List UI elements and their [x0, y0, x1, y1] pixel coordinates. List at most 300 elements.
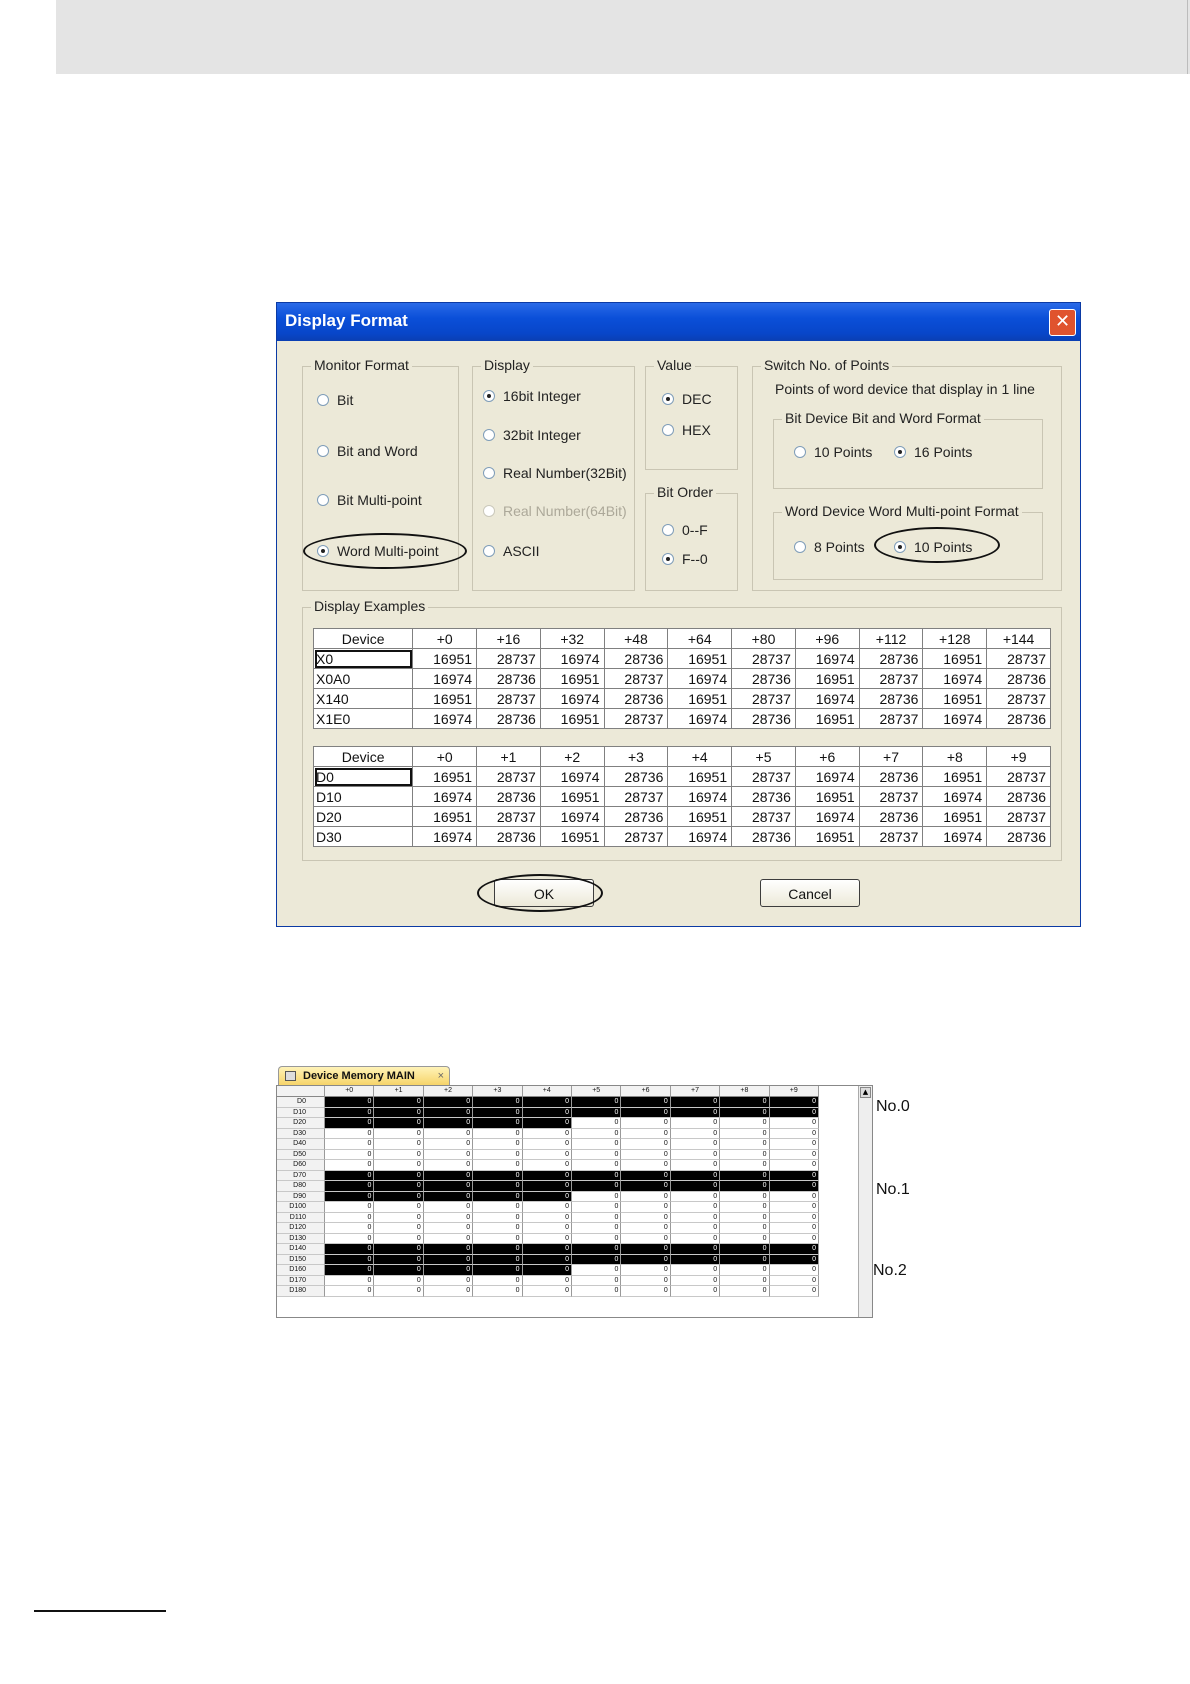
grid-cell[interactable]: 0 — [770, 1160, 819, 1171]
grid-cell[interactable]: 0 — [720, 1286, 769, 1297]
grid-cell[interactable]: 0 — [720, 1192, 769, 1203]
value-cell: 16951 — [540, 827, 604, 847]
grid-cell[interactable]: 0 — [621, 1265, 670, 1276]
grid-cell[interactable]: 0 — [572, 1192, 621, 1203]
grid-cell[interactable]: 0 — [671, 1265, 720, 1276]
value-cell: 16951 — [668, 767, 732, 787]
grid-cell[interactable]: 0 — [621, 1244, 670, 1255]
radio-dec[interactable] — [662, 391, 712, 407]
value-cell: 16974 — [540, 689, 604, 709]
grid-cell[interactable]: 0 — [621, 1202, 670, 1213]
grid-cell[interactable]: 0 — [770, 1097, 819, 1108]
grid-cell[interactable]: 0 — [523, 1244, 572, 1255]
value-cell: 16951 — [923, 649, 987, 669]
grid-cell[interactable]: 0 — [424, 1223, 473, 1234]
radio-32bit-integer[interactable] — [483, 427, 581, 443]
grid-cell[interactable]: 0 — [424, 1150, 473, 1161]
grid-cell[interactable]: 0 — [424, 1255, 473, 1266]
value-cell: 28737 — [732, 649, 796, 669]
column-header: +6 — [795, 747, 859, 767]
grid-cell[interactable]: 0 — [473, 1171, 522, 1182]
value-cell: 16974 — [413, 827, 477, 847]
grid-cell[interactable]: 0 — [473, 1286, 522, 1297]
word-example-table — [313, 746, 1051, 847]
value-cell: 28737 — [987, 807, 1051, 827]
grid-cell[interactable]: 0 — [424, 1244, 473, 1255]
value-cell: 16974 — [540, 807, 604, 827]
value-cell: 16974 — [668, 669, 732, 689]
grid-cell[interactable]: 0 — [572, 1223, 621, 1234]
grid-cell[interactable]: 0 — [523, 1276, 572, 1287]
grid-cell[interactable]: 0 — [671, 1097, 720, 1108]
grid-cell[interactable]: 0 — [770, 1129, 819, 1140]
grid-cell[interactable]: 0 — [572, 1202, 621, 1213]
grid-cell[interactable]: 0 — [621, 1276, 670, 1287]
column-header: +64 — [668, 629, 732, 649]
grid-row-label: D20 — [277, 1118, 325, 1129]
grid-cell[interactable]: 0 — [424, 1097, 473, 1108]
grid-cell[interactable]: 0 — [473, 1129, 522, 1140]
monitor-format-label: Monitor Format — [311, 357, 412, 373]
grid-cell[interactable]: 0 — [424, 1286, 473, 1297]
grid-cell[interactable]: 0 — [523, 1139, 572, 1150]
radio-circle — [894, 541, 906, 553]
radio-bit-16-points[interactable] — [894, 444, 972, 460]
display-examples-group — [302, 598, 1062, 861]
value-cell: 28736 — [732, 787, 796, 807]
grid-cell[interactable]: 0 — [720, 1244, 769, 1255]
grid-cell[interactable]: 0 — [720, 1223, 769, 1234]
table-row — [314, 787, 1051, 807]
grid-cell[interactable]: 0 — [473, 1097, 522, 1108]
grid-cell[interactable]: 0 — [770, 1171, 819, 1182]
grid-cell[interactable]: 0 — [424, 1160, 473, 1171]
grid-cell[interactable]: 0 — [523, 1160, 572, 1171]
grid-cell[interactable]: 0 — [325, 1234, 374, 1245]
grid-cell[interactable]: 0 — [325, 1255, 374, 1266]
grid-cell[interactable]: 0 — [424, 1202, 473, 1213]
radio-word-multi-point[interactable] — [317, 543, 439, 559]
value-cell: 16974 — [413, 669, 477, 689]
value-cell: 28736 — [477, 709, 541, 729]
grid-cell[interactable]: 0 — [424, 1118, 473, 1129]
grid-cell[interactable]: 0 — [374, 1150, 423, 1161]
grid-cell[interactable]: 0 — [621, 1118, 670, 1129]
bit-example-table — [313, 628, 1051, 729]
grid-cell[interactable]: 0 — [374, 1118, 423, 1129]
grid-cell[interactable]: 0 — [325, 1150, 374, 1161]
grid-cell[interactable]: 0 — [374, 1213, 423, 1224]
grid-cell[interactable]: 0 — [473, 1160, 522, 1171]
grid-cell[interactable]: 0 — [621, 1234, 670, 1245]
table-row — [314, 827, 1051, 847]
grid-cell[interactable]: 0 — [720, 1265, 769, 1276]
table-row — [314, 669, 1051, 689]
value-cell: 16951 — [795, 827, 859, 847]
grid-cell[interactable]: 0 — [424, 1181, 473, 1192]
display-examples-label: Display Examples — [311, 598, 428, 614]
grid-cell[interactable]: 0 — [671, 1244, 720, 1255]
grid-cell[interactable]: 0 — [374, 1276, 423, 1287]
grid-cell[interactable]: 0 — [424, 1129, 473, 1140]
grid-cell[interactable]: 0 — [473, 1244, 522, 1255]
grid-cell[interactable]: 0 — [523, 1097, 572, 1108]
grid-cell[interactable]: 0 — [720, 1171, 769, 1182]
grid-row-label: D40 — [277, 1139, 325, 1150]
grid-cell[interactable]: 0 — [621, 1286, 670, 1297]
radio-bit-multi-point[interactable] — [317, 492, 422, 508]
grid-cell[interactable]: 0 — [473, 1181, 522, 1192]
grid-cell[interactable]: 0 — [374, 1255, 423, 1266]
table-row — [314, 767, 1051, 787]
grid-row-label: D80 — [277, 1181, 325, 1192]
bit-order-group — [645, 484, 738, 591]
value-cell: 28737 — [477, 649, 541, 669]
value-cell: 16974 — [668, 709, 732, 729]
radio-real-number-32bit[interactable] — [483, 465, 627, 481]
grid-cell[interactable]: 0 — [720, 1118, 769, 1129]
column-header: +1 — [477, 747, 541, 767]
grid-cell[interactable]: 0 — [770, 1234, 819, 1245]
value-cell: 16951 — [413, 649, 477, 669]
grid-cell[interactable]: 0 — [572, 1265, 621, 1276]
grid-cell[interactable]: 0 — [621, 1139, 670, 1150]
grid-cell[interactable]: 0 — [523, 1213, 572, 1224]
grid-cell[interactable]: 0 — [572, 1097, 621, 1108]
grid-cell[interactable]: 0 — [770, 1181, 819, 1192]
grid-row-label: D30 — [277, 1129, 325, 1140]
grid-cell[interactable]: 0 — [572, 1171, 621, 1182]
grid-cell[interactable]: 0 — [325, 1171, 374, 1182]
grid-cell[interactable]: 0 — [671, 1223, 720, 1234]
grid-cell[interactable]: 0 — [621, 1223, 670, 1234]
column-header: Device — [314, 629, 413, 649]
grid-cell[interactable]: 0 — [572, 1286, 621, 1297]
grid-cell[interactable]: 0 — [621, 1129, 670, 1140]
value-cell: 16951 — [795, 669, 859, 689]
scroll-up-icon[interactable]: ▲ — [860, 1087, 871, 1098]
grid-cell[interactable]: 0 — [325, 1097, 374, 1108]
radio-circle — [662, 393, 674, 405]
grid-cell[interactable]: 0 — [374, 1202, 423, 1213]
grid-cell[interactable]: 0 — [325, 1265, 374, 1276]
grid-cell[interactable]: 0 — [374, 1265, 423, 1276]
grid-cell[interactable]: 0 — [523, 1202, 572, 1213]
grid-cell[interactable]: 0 — [621, 1213, 670, 1224]
device-cell: D10 — [314, 787, 413, 807]
grid-cell[interactable]: 0 — [374, 1181, 423, 1192]
value-cell: 16951 — [540, 709, 604, 729]
grid-cell[interactable]: 0 — [374, 1192, 423, 1203]
grid-cell[interactable]: 0 — [523, 1108, 572, 1119]
grid-cell[interactable]: 0 — [770, 1265, 819, 1276]
grid-cell[interactable]: 0 — [572, 1181, 621, 1192]
grid-cell[interactable]: 0 — [374, 1129, 423, 1140]
grid-cell[interactable]: 0 — [671, 1118, 720, 1129]
ok-button[interactable]: OK — [494, 879, 594, 907]
grid-cell[interactable]: 0 — [621, 1108, 670, 1119]
grid-cell[interactable]: 0 — [572, 1234, 621, 1245]
grid-cell[interactable]: 0 — [572, 1108, 621, 1119]
grid-cell[interactable]: 0 — [374, 1097, 423, 1108]
grid-cell[interactable]: 0 — [473, 1234, 522, 1245]
grid-cell[interactable]: 0 — [671, 1276, 720, 1287]
radio-label: 10 Points — [914, 539, 973, 555]
radio-hex[interactable] — [662, 422, 711, 438]
display-group — [472, 357, 635, 591]
grid-row-label: D150 — [277, 1255, 325, 1266]
grid-cell[interactable]: 0 — [770, 1223, 819, 1234]
grid-cell[interactable]: 0 — [720, 1150, 769, 1161]
value-cell: 16974 — [413, 787, 477, 807]
value-cell: 28737 — [859, 709, 923, 729]
grid-cell[interactable]: 0 — [424, 1108, 473, 1119]
grid-cell[interactable]: 0 — [720, 1160, 769, 1171]
grid-row-label: D50 — [277, 1150, 325, 1161]
grid-cell[interactable]: 0 — [720, 1129, 769, 1140]
table-row — [314, 807, 1051, 827]
grid-cell[interactable]: 0 — [770, 1276, 819, 1287]
grid-cell[interactable]: 0 — [325, 1139, 374, 1150]
radio-f-to-0[interactable] — [662, 551, 708, 567]
grid-cell[interactable]: 0 — [473, 1265, 522, 1276]
grid-cell[interactable]: 0 — [770, 1213, 819, 1224]
grid-cell[interactable]: 0 — [325, 1276, 374, 1287]
grid-cell[interactable]: 0 — [720, 1276, 769, 1287]
grid-cell[interactable]: 0 — [374, 1139, 423, 1150]
grid-cell[interactable]: 0 — [424, 1276, 473, 1287]
grid-cell[interactable]: 0 — [374, 1108, 423, 1119]
radio-circle — [483, 429, 495, 441]
grid-cell[interactable]: 0 — [572, 1213, 621, 1224]
grid-cell[interactable]: 0 — [325, 1202, 374, 1213]
value-cell: 16974 — [540, 649, 604, 669]
value-cell: 28737 — [987, 689, 1051, 709]
grid-cell[interactable]: 0 — [621, 1150, 670, 1161]
table-row — [314, 689, 1051, 709]
vertical-scrollbar[interactable] — [858, 1086, 872, 1317]
column-header: +5 — [732, 747, 796, 767]
grid-cell[interactable]: 0 — [572, 1276, 621, 1287]
grid-cell[interactable]: 0 — [473, 1108, 522, 1119]
grid-cell[interactable]: 0 — [523, 1255, 572, 1266]
grid-cell[interactable]: 0 — [671, 1160, 720, 1171]
device-cell: X0A0 — [314, 669, 413, 689]
grid-cell[interactable]: 0 — [671, 1129, 720, 1140]
column-header: +0 — [413, 747, 477, 767]
value-cell: 16951 — [795, 709, 859, 729]
grid-row-label: D180 — [277, 1286, 325, 1297]
grid-cell[interactable]: 0 — [424, 1171, 473, 1182]
grid-cell[interactable]: 0 — [424, 1265, 473, 1276]
display-label: Display — [481, 357, 533, 373]
grid-cell[interactable]: 0 — [770, 1118, 819, 1129]
radio-circle — [894, 446, 906, 458]
radio-16bit-integer[interactable] — [483, 388, 581, 404]
grid-cell[interactable]: 0 — [523, 1234, 572, 1245]
grid-cell[interactable]: 0 — [523, 1181, 572, 1192]
radio-ascii[interactable] — [483, 543, 540, 559]
radio-circle — [662, 553, 674, 565]
radio-word-10-points[interactable] — [894, 539, 972, 555]
grid-cell[interactable]: 0 — [523, 1223, 572, 1234]
grid-cell[interactable]: 0 — [770, 1192, 819, 1203]
grid-cell[interactable]: 0 — [572, 1139, 621, 1150]
grid-cell[interactable]: 0 — [770, 1255, 819, 1266]
grid-cell[interactable]: 0 — [473, 1276, 522, 1287]
grid-cell[interactable]: 0 — [621, 1181, 670, 1192]
grid-cell[interactable]: 0 — [523, 1171, 572, 1182]
radio-bit-and-word[interactable] — [317, 443, 418, 459]
value-cell: 16951 — [413, 689, 477, 709]
monitor-format-group — [302, 357, 459, 591]
grid-cell[interactable]: 0 — [720, 1213, 769, 1224]
switch-points-group — [752, 357, 1062, 591]
value-cell: 16974 — [540, 767, 604, 787]
grid-cell[interactable]: 0 — [720, 1255, 769, 1266]
grid-cell[interactable]: 0 — [325, 1108, 374, 1119]
value-group — [645, 357, 738, 470]
grid-cell[interactable]: 0 — [572, 1150, 621, 1161]
grid-cell[interactable]: 0 — [671, 1108, 720, 1119]
radio-label: DEC — [682, 391, 712, 407]
grid-cell[interactable]: 0 — [325, 1223, 374, 1234]
grid-cell[interactable]: 0 — [572, 1129, 621, 1140]
grid-cell[interactable]: 0 — [621, 1255, 670, 1266]
value-cell: 28737 — [604, 709, 668, 729]
grid-cell[interactable]: 0 — [473, 1118, 522, 1129]
value-cell: 28736 — [604, 807, 668, 827]
grid-cell[interactable]: 0 — [523, 1286, 572, 1297]
grid-cell[interactable]: 0 — [473, 1223, 522, 1234]
grid-cell[interactable]: 0 — [523, 1129, 572, 1140]
grid-cell[interactable]: 0 — [621, 1097, 670, 1108]
tab-close-icon[interactable]: × — [437, 1070, 444, 1082]
grid-cell[interactable]: 0 — [523, 1192, 572, 1203]
grid-cell[interactable]: 0 — [325, 1286, 374, 1297]
value-cell: 16951 — [923, 807, 987, 827]
grid-cell[interactable]: 0 — [374, 1286, 423, 1297]
grid-cell[interactable]: 0 — [671, 1171, 720, 1182]
grid-cell[interactable]: 0 — [621, 1160, 670, 1171]
grid-cell[interactable]: 0 — [374, 1160, 423, 1171]
grid-cell[interactable]: 0 — [770, 1202, 819, 1213]
grid-cell[interactable]: 0 — [424, 1192, 473, 1203]
value-cell: 16951 — [668, 649, 732, 669]
grid-cell[interactable]: 0 — [374, 1234, 423, 1245]
grid-cell[interactable]: 0 — [720, 1139, 769, 1150]
grid-column-header: +1 — [374, 1086, 423, 1097]
value-label: Value — [654, 357, 695, 373]
grid-row-label: D170 — [277, 1276, 325, 1287]
grid-cell[interactable]: 0 — [374, 1244, 423, 1255]
radio-0-to-f[interactable] — [662, 522, 708, 538]
grid-column-header: +3 — [473, 1086, 522, 1097]
grid-cell[interactable]: 0 — [572, 1255, 621, 1266]
grid-cell[interactable]: 0 — [424, 1213, 473, 1224]
radio-circle — [794, 446, 806, 458]
grid-cell[interactable]: 0 — [671, 1192, 720, 1203]
grid-cell[interactable]: 0 — [671, 1286, 720, 1297]
grid-cell[interactable]: 0 — [325, 1181, 374, 1192]
grid-cell[interactable]: 0 — [325, 1244, 374, 1255]
grid-cell[interactable]: 0 — [473, 1192, 522, 1203]
cancel-button[interactable]: Cancel — [760, 879, 860, 907]
grid-cell[interactable]: 0 — [720, 1234, 769, 1245]
grid-cell[interactable]: 0 — [374, 1223, 423, 1234]
grid-cell[interactable]: 0 — [325, 1129, 374, 1140]
grid-cell[interactable]: 0 — [770, 1139, 819, 1150]
device-cell: D20 — [314, 807, 413, 827]
grid-cell[interactable]: 0 — [523, 1265, 572, 1276]
value-cell: 28736 — [604, 649, 668, 669]
device-memory-tab[interactable] — [278, 1066, 450, 1085]
grid-cell[interactable]: 0 — [770, 1286, 819, 1297]
grid-cell[interactable]: 0 — [671, 1234, 720, 1245]
value-cell: 28737 — [859, 827, 923, 847]
column-header: +80 — [732, 629, 796, 649]
grid-cell[interactable]: 0 — [473, 1255, 522, 1266]
grid-column-header: +9 — [770, 1086, 819, 1097]
grid-cell[interactable]: 0 — [671, 1181, 720, 1192]
grid-cell[interactable]: 0 — [473, 1150, 522, 1161]
grid-cell[interactable]: 0 — [720, 1202, 769, 1213]
radio-circle — [317, 445, 329, 457]
grid-cell[interactable]: 0 — [770, 1150, 819, 1161]
grid-cell[interactable]: 0 — [325, 1213, 374, 1224]
value-cell: 28736 — [477, 827, 541, 847]
grid-cell[interactable]: 0 — [572, 1118, 621, 1129]
grid-cell[interactable]: 0 — [572, 1244, 621, 1255]
grid-corner — [277, 1086, 325, 1097]
grid-cell[interactable]: 0 — [523, 1118, 572, 1129]
grid-cell[interactable]: 0 — [424, 1234, 473, 1245]
grid-cell[interactable]: 0 — [424, 1139, 473, 1150]
grid-cell[interactable]: 0 — [720, 1097, 769, 1108]
value-cell: 28737 — [859, 787, 923, 807]
radio-bit-10-points[interactable] — [794, 444, 872, 460]
grid-cell[interactable]: 0 — [671, 1139, 720, 1150]
grid-cell[interactable]: 0 — [770, 1244, 819, 1255]
grid-cell[interactable]: 0 — [325, 1192, 374, 1203]
grid-cell[interactable]: 0 — [671, 1213, 720, 1224]
grid-cell[interactable]: 0 — [671, 1202, 720, 1213]
grid-cell[interactable]: 0 — [671, 1255, 720, 1266]
grid-cell[interactable]: 0 — [473, 1139, 522, 1150]
grid-cell[interactable]: 0 — [770, 1108, 819, 1119]
grid-cell[interactable]: 0 — [325, 1160, 374, 1171]
grid-cell[interactable]: 0 — [572, 1160, 621, 1171]
column-header: +48 — [604, 629, 668, 649]
value-cell: 16951 — [540, 669, 604, 689]
column-header: +2 — [540, 747, 604, 767]
grid-cell[interactable]: 0 — [621, 1171, 670, 1182]
grid-cell[interactable]: 0 — [671, 1150, 720, 1161]
grid-cell[interactable]: 0 — [621, 1192, 670, 1203]
radio-bit[interactable] — [317, 392, 353, 408]
grid-cell[interactable]: 0 — [325, 1118, 374, 1129]
grid-cell[interactable]: 0 — [720, 1181, 769, 1192]
dialog-titlebar[interactable] — [277, 303, 1080, 341]
grid-cell[interactable]: 0 — [473, 1213, 522, 1224]
grid-cell[interactable]: 0 — [374, 1171, 423, 1182]
grid-cell[interactable]: 0 — [523, 1150, 572, 1161]
radio-word-8-points[interactable] — [794, 539, 865, 555]
grid-cell[interactable]: 0 — [473, 1202, 522, 1213]
close-icon[interactable]: ✕ — [1049, 309, 1076, 336]
grid-cell[interactable]: 0 — [720, 1108, 769, 1119]
value-cell: 16974 — [795, 649, 859, 669]
